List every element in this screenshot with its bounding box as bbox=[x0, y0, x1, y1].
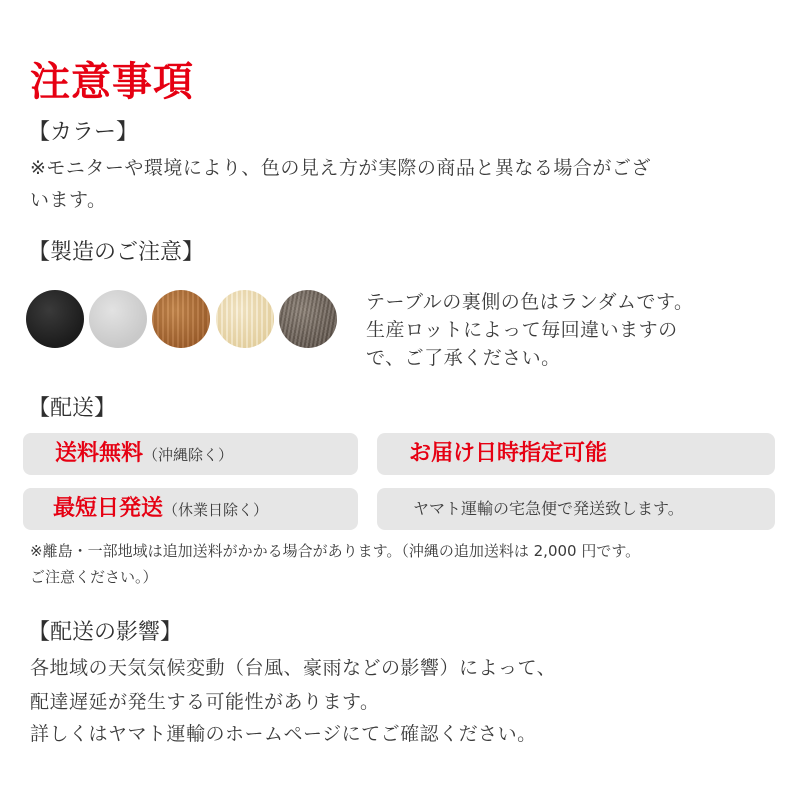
color-swatch-natural bbox=[216, 290, 274, 348]
color-swatch-gray-wood bbox=[279, 290, 337, 348]
free-shipping-label: 送料無料 bbox=[55, 441, 144, 466]
impact-line3: 詳しくはヤマト運輸のホームページにてご確認ください。 bbox=[30, 723, 537, 745]
impact-heading: 【配送の影響】 bbox=[28, 620, 183, 645]
manufacturing-heading: 【製造のご注意】 bbox=[28, 240, 205, 265]
impact-line2: 配達遅延が発生する可能性があります。 bbox=[30, 691, 380, 713]
date-time-label: お届け日時指定可能 bbox=[409, 441, 608, 466]
carrier-badge bbox=[377, 488, 775, 530]
manufacturing-note-line3: で、ご了承ください。 bbox=[366, 347, 561, 369]
impact-line1: 各地域の天気気候変動（台風、豪雨などの影響）によって、 bbox=[30, 657, 557, 679]
color-heading: 【カラー】 bbox=[28, 120, 139, 145]
color-note-line1: ※モニターや環境により、色の見え方が実際の商品と異なる場合がござ bbox=[30, 157, 651, 179]
page-title: 注意事項 bbox=[30, 59, 194, 105]
color-swatch-light-gray bbox=[89, 290, 147, 348]
color-note-line2: います。 bbox=[30, 189, 107, 211]
free-shipping-badge bbox=[23, 433, 358, 475]
fastest-shipping-badge bbox=[23, 488, 358, 530]
date-time-badge bbox=[377, 433, 775, 475]
manufacturing-note-line1: テーブルの裏側の色はランダムです。 bbox=[366, 291, 694, 313]
fastest-shipping-label: 最短日発送 bbox=[53, 496, 164, 521]
color-swatch-black bbox=[26, 290, 84, 348]
free-shipping-note: （沖縄除く） bbox=[143, 446, 234, 464]
color-swatch-walnut bbox=[152, 290, 210, 348]
carrier-label: ヤマト運輸の宅急便で発送致します。 bbox=[413, 499, 684, 518]
manufacturing-note-line2: 生産ロットによって毎回違いますの bbox=[366, 319, 678, 341]
shipping-footnote-line2: ご注意ください。） bbox=[30, 568, 158, 586]
shipping-heading: 【配送】 bbox=[28, 396, 117, 421]
shipping-footnote-line1: ※離島・一部地域は追加送料がかかる場合があります。（沖縄の追加送料は 2,000 円です。 bbox=[30, 542, 641, 560]
fastest-shipping-note: （休業日除く） bbox=[163, 501, 269, 519]
